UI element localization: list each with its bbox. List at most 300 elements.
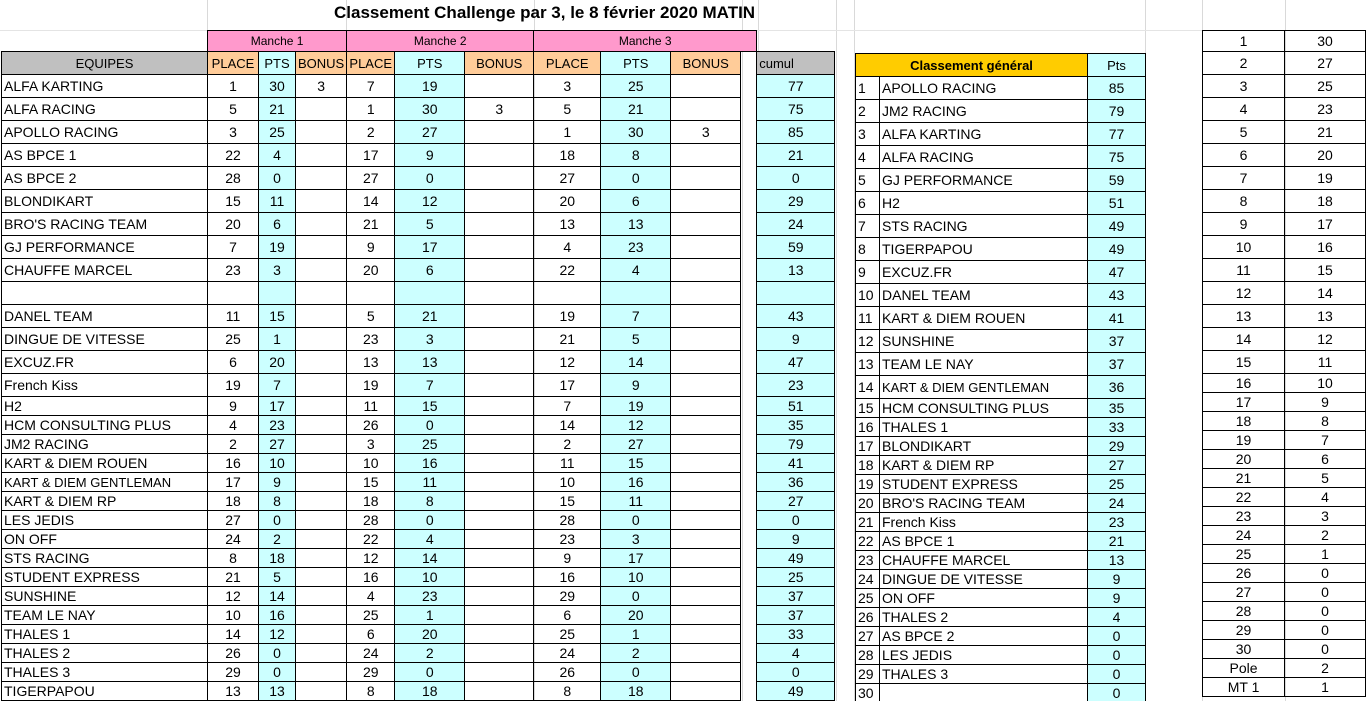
m3-place: 16 (534, 568, 601, 587)
m3-bonus (671, 644, 741, 663)
m1-bonus: 3 (296, 75, 347, 98)
table-row (856, 146, 1146, 169)
cumul-value: 49 (757, 549, 835, 568)
table-row (856, 551, 1146, 570)
m2-place (347, 282, 395, 305)
m1-bonus (296, 351, 347, 374)
scale-place: 25 (1203, 545, 1285, 564)
table-row (1203, 213, 1366, 236)
cumul-value: 27 (757, 492, 835, 511)
blank-cell (741, 236, 757, 259)
blank-cell (741, 374, 757, 397)
m3-bonus (671, 374, 741, 397)
m2-bonus (465, 511, 534, 530)
cumul-header: cumul (757, 52, 835, 75)
table-row (2, 492, 835, 511)
m3-bonus (671, 587, 741, 606)
m3-place: 29 (534, 587, 601, 606)
total-points: 13 (1088, 551, 1146, 570)
scale-points: 0 (1285, 564, 1366, 583)
cumul-value: 85 (757, 121, 835, 144)
m2-place: 7 (347, 75, 395, 98)
m3-place: 8 (534, 682, 601, 701)
m2-bonus (465, 454, 534, 473)
manche-2-header: Manche 2 (347, 31, 534, 52)
total-points: 0 (1088, 665, 1146, 684)
scale-place: 2 (1203, 52, 1285, 75)
table-row (856, 307, 1146, 330)
cumul-value: 33 (757, 625, 835, 644)
m1-place: 21 (208, 568, 259, 587)
m2-bonus (465, 587, 534, 606)
m1-pts: 19 (259, 236, 296, 259)
total-points: 29 (1088, 437, 1146, 456)
scale-place: 4 (1203, 98, 1285, 121)
blank-cell (741, 492, 757, 511)
m2-bonus (465, 305, 534, 328)
table-row (2, 454, 835, 473)
total-points: 25 (1088, 475, 1146, 494)
m3-place: 14 (534, 416, 601, 435)
m3-bonus (671, 625, 741, 644)
scale-place: 30 (1203, 640, 1285, 659)
m3-pts (601, 282, 671, 305)
m3-bonus (671, 511, 741, 530)
total-points: 43 (1088, 284, 1146, 307)
scale-points: 21 (1285, 121, 1366, 144)
m2-bonus (465, 259, 534, 282)
table-row (2, 374, 835, 397)
table-row (2, 568, 835, 587)
rank-number: 2 (856, 100, 880, 123)
cumul-value: 36 (757, 473, 835, 492)
scale-points: 19 (1285, 167, 1366, 190)
scale-place: 1 (1203, 31, 1285, 52)
m1-pts: 25 (259, 121, 296, 144)
cumul-value: 4 (757, 644, 835, 663)
m1-place: 5 (208, 98, 259, 121)
table-row (1203, 393, 1366, 412)
team-name: DINGUE DE VITESSE (880, 570, 1088, 589)
m1-place: 11 (208, 305, 259, 328)
m1-pts: 21 (259, 98, 296, 121)
scale-place: 26 (1203, 564, 1285, 583)
team-name: ALFA RACING (2, 98, 208, 121)
m1-place: 17 (208, 473, 259, 492)
column-header-row (2, 52, 835, 75)
cumul-value: 47 (757, 351, 835, 374)
m1-pts: 14 (259, 587, 296, 606)
scale-points: 9 (1285, 393, 1366, 412)
table-row (1203, 564, 1366, 583)
scale-points: 12 (1285, 328, 1366, 351)
m1-place: 19 (208, 374, 259, 397)
m1-pts: 0 (259, 663, 296, 682)
total-points: 23 (1088, 513, 1146, 532)
m3-pts: 5 (601, 328, 671, 351)
team-name: HCM CONSULTING PLUS (2, 416, 208, 435)
scale-place: 23 (1203, 507, 1285, 526)
blank-cell (741, 416, 757, 435)
cumul-value: 37 (757, 587, 835, 606)
scale-points: 27 (1285, 52, 1366, 75)
team-name (2, 282, 208, 305)
total-points: 0 (1088, 627, 1146, 646)
m2-place: 4 (347, 587, 395, 606)
m3-pts: 4 (601, 259, 671, 282)
m2-bonus (465, 236, 534, 259)
m3-pts: 16 (601, 473, 671, 492)
scale-points: 0 (1285, 602, 1366, 621)
m2-place: 5 (347, 305, 395, 328)
m1-pts: 9 (259, 473, 296, 492)
m2-pts-header: PTS (395, 52, 465, 75)
m1-pts: 20 (259, 351, 296, 374)
m1-pts: 8 (259, 492, 296, 511)
table-row (1203, 678, 1366, 697)
table-row (856, 100, 1146, 123)
total-points: 36 (1088, 376, 1146, 399)
m2-place: 15 (347, 473, 395, 492)
m3-bonus (671, 435, 741, 454)
scale-place: 5 (1203, 121, 1285, 144)
m1-bonus (296, 568, 347, 587)
rank-number: 15 (856, 399, 880, 418)
cumul-value: 23 (757, 374, 835, 397)
table-row (2, 282, 835, 305)
rank-number: 3 (856, 123, 880, 146)
table-row (1203, 259, 1366, 282)
table-row (2, 663, 835, 682)
m1-pts: 0 (259, 644, 296, 663)
team-name: EXCUZ.FR (880, 261, 1088, 284)
blank-cell (741, 351, 757, 374)
m3-bonus (671, 75, 741, 98)
m1-place: 14 (208, 625, 259, 644)
table-row (856, 123, 1146, 146)
m3-bonus (671, 568, 741, 587)
m2-bonus (465, 644, 534, 663)
blank-cell (741, 606, 757, 625)
m1-bonus (296, 606, 347, 625)
m2-bonus (465, 397, 534, 416)
m1-pts: 3 (259, 259, 296, 282)
table-row (1203, 31, 1366, 52)
table-row (2, 190, 835, 213)
m3-place: 22 (534, 259, 601, 282)
m3-place: 3 (534, 75, 601, 98)
m1-bonus (296, 682, 347, 701)
team-name: STS RACING (880, 215, 1088, 238)
m3-pts: 3 (601, 530, 671, 549)
m1-pts: 4 (259, 144, 296, 167)
m3-pts: 11 (601, 492, 671, 511)
scale-points: 14 (1285, 282, 1366, 305)
m3-place: 13 (534, 213, 601, 236)
rank-number: 16 (856, 418, 880, 437)
m3-bonus (671, 328, 741, 351)
total-points: 41 (1088, 307, 1146, 330)
table-row (856, 589, 1146, 608)
m1-pts: 18 (259, 549, 296, 568)
team-name: KART & DIEM GENTLEMAN (2, 473, 208, 492)
m3-place: 6 (534, 606, 601, 625)
scale-place: 11 (1203, 259, 1285, 282)
rank-number: 27 (856, 627, 880, 646)
m1-bonus (296, 625, 347, 644)
table-row (856, 261, 1146, 284)
table-row (856, 494, 1146, 513)
m2-bonus (465, 144, 534, 167)
m1-pts-header: PTS (259, 52, 296, 75)
m3-bonus (671, 282, 741, 305)
m3-place: 21 (534, 328, 601, 351)
m3-place: 25 (534, 625, 601, 644)
scale-place: 15 (1203, 351, 1285, 374)
table-row (856, 646, 1146, 665)
scale-place: 8 (1203, 190, 1285, 213)
m2-bonus (465, 75, 534, 98)
rank-number: 25 (856, 589, 880, 608)
m2-pts (395, 282, 465, 305)
scale-points: 7 (1285, 431, 1366, 450)
team-name: ALFA RACING (880, 146, 1088, 169)
blank-cell (741, 454, 757, 473)
m3-pts: 25 (601, 75, 671, 98)
m3-place: 17 (534, 374, 601, 397)
m1-place: 24 (208, 530, 259, 549)
m3-pts-header: PTS (601, 52, 671, 75)
m2-bonus (465, 492, 534, 511)
table-row (856, 238, 1146, 261)
scale-points: 11 (1285, 351, 1366, 374)
table-row (856, 192, 1146, 215)
m1-place: 10 (208, 606, 259, 625)
m3-pts: 0 (601, 511, 671, 530)
m1-bonus (296, 121, 347, 144)
table-row (1203, 374, 1366, 393)
table-row (1203, 526, 1366, 545)
m2-pts: 4 (395, 530, 465, 549)
team-name: ON OFF (2, 530, 208, 549)
blank-cell (741, 587, 757, 606)
table-row (1203, 412, 1366, 431)
m3-bonus (671, 351, 741, 374)
table-row (1203, 144, 1366, 167)
team-name: GJ PERFORMANCE (2, 236, 208, 259)
m3-pts: 0 (601, 167, 671, 190)
rank-number: 7 (856, 215, 880, 238)
m3-place: 2 (534, 435, 601, 454)
m2-place: 28 (347, 511, 395, 530)
table-row (2, 351, 835, 374)
m2-bonus (465, 213, 534, 236)
cumul-value: 43 (757, 305, 835, 328)
m1-pts: 15 (259, 305, 296, 328)
blank-cell (741, 259, 757, 282)
total-points: 4 (1088, 608, 1146, 627)
m1-pts: 0 (259, 511, 296, 530)
scale-place: 18 (1203, 412, 1285, 431)
team-name: LES JEDIS (880, 646, 1088, 665)
m3-place: 9 (534, 549, 601, 568)
table-row (2, 397, 835, 416)
m3-pts: 10 (601, 568, 671, 587)
m3-bonus-header: BONUS (671, 52, 741, 75)
m2-pts: 3 (395, 328, 465, 351)
m1-place: 26 (208, 644, 259, 663)
table-row (1203, 351, 1366, 374)
total-points: 0 (1088, 684, 1146, 701)
m3-bonus (671, 492, 741, 511)
m3-bonus: 3 (671, 121, 741, 144)
scale-place: 17 (1203, 393, 1285, 412)
m3-pts: 12 (601, 416, 671, 435)
rank-number: 19 (856, 475, 880, 494)
team-name: TEAM LE NAY (2, 606, 208, 625)
team-name: TIGERPAPOU (880, 238, 1088, 261)
m2-place: 25 (347, 606, 395, 625)
team-name: AS BPCE 1 (880, 532, 1088, 551)
m1-pts: 5 (259, 568, 296, 587)
m1-bonus (296, 328, 347, 351)
m1-bonus (296, 644, 347, 663)
m3-pts: 18 (601, 682, 671, 701)
total-points: 49 (1088, 238, 1146, 261)
rank-number: 13 (856, 353, 880, 376)
team-name (880, 684, 1088, 701)
m3-pts: 8 (601, 144, 671, 167)
blank-cell (741, 144, 757, 167)
table-row (1203, 305, 1366, 328)
m2-place: 10 (347, 454, 395, 473)
m3-bonus (671, 530, 741, 549)
m3-place: 12 (534, 351, 601, 374)
m2-place: 22 (347, 530, 395, 549)
blank-cell (741, 682, 757, 701)
m1-place: 3 (208, 121, 259, 144)
m3-pts: 13 (601, 213, 671, 236)
table-row (2, 328, 835, 351)
m1-pts: 12 (259, 625, 296, 644)
table-row (1203, 282, 1366, 305)
table-row (2, 144, 835, 167)
table-row (1203, 621, 1366, 640)
general-ranking-table (855, 53, 1146, 701)
m1-bonus (296, 144, 347, 167)
m2-pts: 25 (395, 435, 465, 454)
cumul-value: 77 (757, 75, 835, 98)
total-points: 37 (1088, 330, 1146, 353)
m2-bonus (465, 663, 534, 682)
blank-cell (741, 435, 757, 454)
total-points: 77 (1088, 123, 1146, 146)
m3-pts: 17 (601, 549, 671, 568)
team-name: SUNSHINE (880, 330, 1088, 353)
m2-pts: 0 (395, 167, 465, 190)
m2-pts: 20 (395, 625, 465, 644)
m2-place: 12 (347, 549, 395, 568)
team-name: APOLLO RACING (880, 77, 1088, 100)
scale-points: 13 (1285, 305, 1366, 328)
blank-cell (741, 121, 757, 144)
m3-pts: 14 (601, 351, 671, 374)
table-row (856, 570, 1146, 589)
table-row (2, 236, 835, 259)
scale-place: 28 (1203, 602, 1285, 621)
points-scale-table (1202, 30, 1366, 697)
m3-place: 11 (534, 454, 601, 473)
rank-number: 11 (856, 307, 880, 330)
total-points: 21 (1088, 532, 1146, 551)
scale-place: 24 (1203, 526, 1285, 545)
cumul-value: 49 (757, 682, 835, 701)
rank-number: 6 (856, 192, 880, 215)
m2-pts: 16 (395, 454, 465, 473)
m1-pts: 30 (259, 75, 296, 98)
m1-place: 4 (208, 416, 259, 435)
table-row (856, 456, 1146, 475)
cumul-value: 9 (757, 530, 835, 549)
m2-bonus (465, 351, 534, 374)
m2-pts: 23 (395, 587, 465, 606)
m2-bonus (465, 282, 534, 305)
table-row (1203, 431, 1366, 450)
m1-place: 15 (208, 190, 259, 213)
team-name: THALES 2 (880, 608, 1088, 627)
m1-bonus (296, 305, 347, 328)
m2-place: 1 (347, 98, 395, 121)
m2-bonus: 3 (465, 98, 534, 121)
m1-place: 16 (208, 454, 259, 473)
scale-points: 0 (1285, 640, 1366, 659)
table-row (2, 549, 835, 568)
m3-pts: 2 (601, 644, 671, 663)
table-row (2, 530, 835, 549)
table-row (2, 213, 835, 236)
total-points: 49 (1088, 215, 1146, 238)
m1-place: 12 (208, 587, 259, 606)
rank-number: 9 (856, 261, 880, 284)
m3-bonus (671, 606, 741, 625)
m2-pts: 18 (395, 682, 465, 701)
m1-place: 8 (208, 549, 259, 568)
table-row (1203, 328, 1366, 351)
team-name: CHAUFFE MARCEL (2, 259, 208, 282)
m1-bonus (296, 473, 347, 492)
team-name: KART & DIEM RP (2, 492, 208, 511)
scale-points: 15 (1285, 259, 1366, 282)
m2-pts: 7 (395, 374, 465, 397)
m2-pts: 17 (395, 236, 465, 259)
page-title: Classement Challenge par 3, le 8 février 2020 MATIN (334, 3, 756, 22)
m1-place-header: PLACE (208, 52, 259, 75)
team-name: STUDENT EXPRESS (2, 568, 208, 587)
general-pts-header: Pts (1088, 54, 1146, 77)
scale-place: 12 (1203, 282, 1285, 305)
scale-points: 18 (1285, 190, 1366, 213)
m3-bonus (671, 305, 741, 328)
m2-bonus (465, 121, 534, 144)
cumul-value: 75 (757, 98, 835, 121)
m3-place: 23 (534, 530, 601, 549)
m3-place (534, 282, 601, 305)
m2-place: 9 (347, 236, 395, 259)
team-name: THALES 1 (2, 625, 208, 644)
blank-cell (741, 511, 757, 530)
blank-cell (741, 167, 757, 190)
blank-cell (741, 473, 757, 492)
